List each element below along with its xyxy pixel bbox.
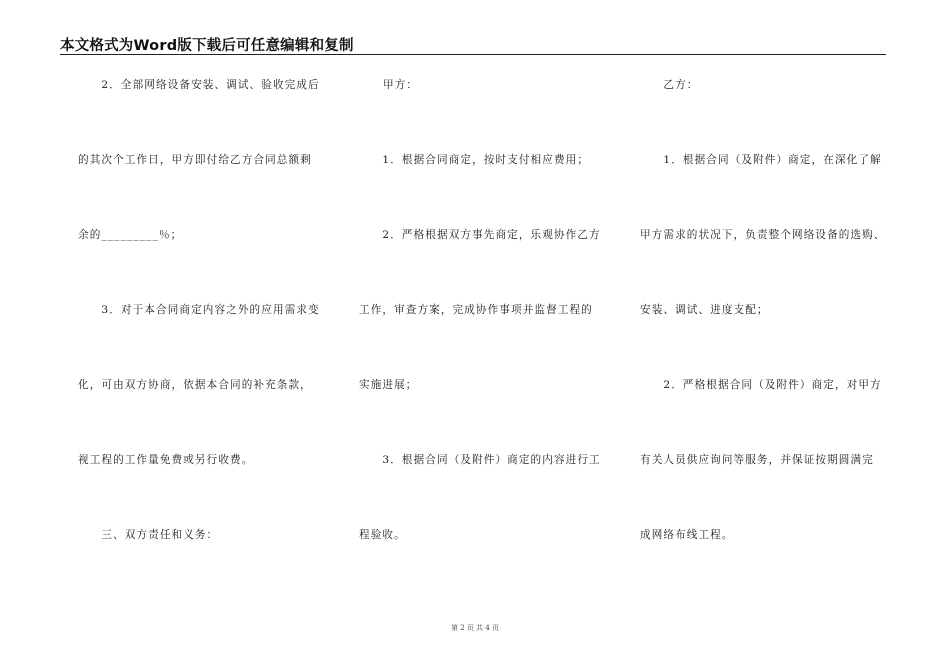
text-line: 乙方： — [640, 79, 699, 91]
text-line: 甲方： — [383, 79, 419, 91]
text-line: 1．根据合同（及附件）商定，在深化了解 — [640, 154, 882, 166]
page-header-title: 本文格式为Word版下载后可任意编辑和复制 — [60, 38, 354, 54]
text-line: 的其次个工作日，甲方即付给乙方合同总额剩 — [78, 154, 312, 166]
header-divider — [60, 54, 886, 55]
text-line: 安装、调试、进度支配； — [640, 304, 769, 316]
text-line: 工作，审查方案，完成协作事项并监督工程的 — [359, 304, 593, 316]
text-line: 3．根据合同（及附件）商定的内容进行工 — [359, 454, 601, 466]
text-line: 甲方需求的状况下，负责整个网络设备的选购、 — [640, 229, 886, 241]
text-line: 化，可由双方协商，依据本合同的补充条款， — [78, 379, 312, 391]
page-number-footer: 第 2 页 共 4 页 — [450, 624, 500, 632]
text-line: 三、双方责任和义务： — [78, 529, 219, 541]
text-line: 成网络布线工程。 — [640, 529, 734, 541]
text-line: 视工程的工作量免费或另行收费。 — [78, 454, 254, 466]
text-line: 3．对于本合同商定内容之外的应用需求变 — [78, 304, 320, 316]
text-line: 2．全部网络设备安装、调试、验收完成后 — [78, 79, 320, 91]
text-line: 实施进展； — [359, 379, 418, 391]
text-line: 2．严格根据双方事先商定，乐观协作乙方 — [359, 229, 601, 241]
text-line: 余的_________％； — [78, 229, 183, 241]
text-line: 有关人员供应询问等服务，并保证按期圆满完 — [640, 454, 874, 466]
text-line: 2．严格根据合同（及附件）商定，对甲方 — [640, 379, 882, 391]
text-line: 程验收。 — [359, 529, 406, 541]
text-line: 1．根据合同商定，按时支付相应费用； — [359, 154, 590, 166]
